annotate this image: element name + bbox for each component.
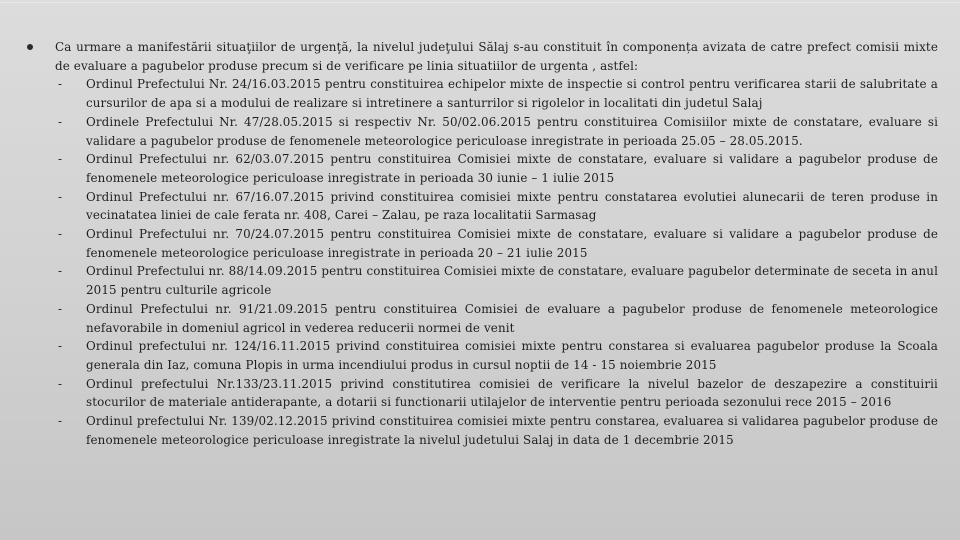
list-item [23,150,938,187]
intro-text: Ca urmare a manifestării situaţiilor de urgenţă, la nivelul judeţului Sălaj s-au constituit în componența avizata de catre prefect comisii mixte de evaluare a pagubelor produse precum si de verificare pe linia situatiilor de urgenta , astfel: [55,40,938,73]
list-item [23,75,938,112]
list-item-text: Ordinul Prefectului nr. 88/14.09.2015 pentru constituirea Comisiei mixte de constatare, evaluare pagubelor determinate de seceta in anul 2015 pentru culturile agricole [86,264,938,298]
dash-marker: - [58,376,63,391]
list-item-text: Ordinul prefectului Nr.133/23.11.2015 privind constitutirea comisiei de verificare la nivelul bazelor de deszapezire a constituirii stocurilor de materiale antiderapante, a dotarii si functionarii utilajelor de interventie pentru perioada sezonului rece 2015 – 2016 [86,376,938,410]
list-item-text: Ordinul Prefectului nr. 91/21.09.2015 pentru constituirea Comisiei de evaluare a pagubelor produse de fenomenele meteorologice nefavorabile in domeniul agricol in vederea reducerii normei de venit [86,301,938,335]
list-item-text: Ordinul prefectului Nr. 139/02.12.2015 privind constituirea comisiei mixte pentru constarea, evaluarea si validarea pagubelor produse de fenomenele meteorologice periculoase inregistrate la nivelul judetului Salaj in data de 1 decembrie 2015 [86,414,938,447]
dash-marker: - [58,301,63,316]
list-item [23,300,938,337]
dash-marker: - [58,152,63,167]
list-item-text: Ordinul Prefectului nr. 62/03.07.2015 pentru constituirea Comisiei mixte de constatare, evaluare si validare a pagubelor produse de fenomenele meteorologice periculoase inregistrate in perioada 30 iunie – 1 iulie 2015 [86,152,938,185]
dash-marker: - [58,77,63,92]
list-item-text: Ordinul Prefectului nr. 67/16.07.2015 privind constituirea comisiei mixte pentru constatarea evolutiei alunecarii de teren produse in vecinatatea liniei de cale ferata nr. 408, Carei – Zalau, pe raza localitatii Sarmasag [86,189,938,223]
dash-marker: - [58,189,63,204]
dash-marker: - [58,114,63,129]
top-divider-line [0,2,960,3]
orders-list [23,75,938,449]
list-item [23,375,938,412]
list-item-text: Ordinul Prefectului nr. 70/24.07.2015 pentru constituirea Comisiei mixte de constatare, evaluare si validare a pagubelor produse de fenomenele meteorologice periculoase inregistrate in perioada 20 – 21 iulie 2015 [86,227,938,260]
slide-content [23,38,938,449]
dash-marker: - [58,264,63,279]
list-item-text: Ordinele Prefectului Nr. 47/28.05.2015 si respectiv Nr. 50/02.06.2015 pentru constituirea Comisiilor mixte de constatare, evaluare si validare a pagubelor produse de fenomenele meteorologice periculoase inregistrate in perioada 25.05 – 28.05.2015. [86,114,938,148]
bullet-icon [27,44,33,50]
list-item [23,337,938,374]
list-item-text: Ordinul Prefectului Nr. 24/16.03.2015 pentru constituirea echipelor mixte de inspectie si control pentru verificarea starii de salubritate a cursurilor de apa si a modului de realizare si intretinere a santurrilor si rigolelor in localitati din judetul Salaj [86,77,938,111]
list-item [23,188,938,225]
list-item [23,262,938,299]
dash-marker: - [58,339,63,354]
main-bullet-paragraph [23,38,938,75]
dash-marker: - [58,227,63,242]
dash-marker: - [58,414,63,429]
list-item [23,412,938,449]
list-item [23,225,938,262]
list-item-text: Ordinul prefectului nr. 124/16.11.2015 privind constituirea comisiei mixte pentru constarea si evaluarea pagubelor produse la Scoala generala din Iaz, comuna Plopis in urma incendiului produs in cursul noptii de 14 - 15 noiembrie 2015 [86,339,938,372]
list-item [23,113,938,150]
